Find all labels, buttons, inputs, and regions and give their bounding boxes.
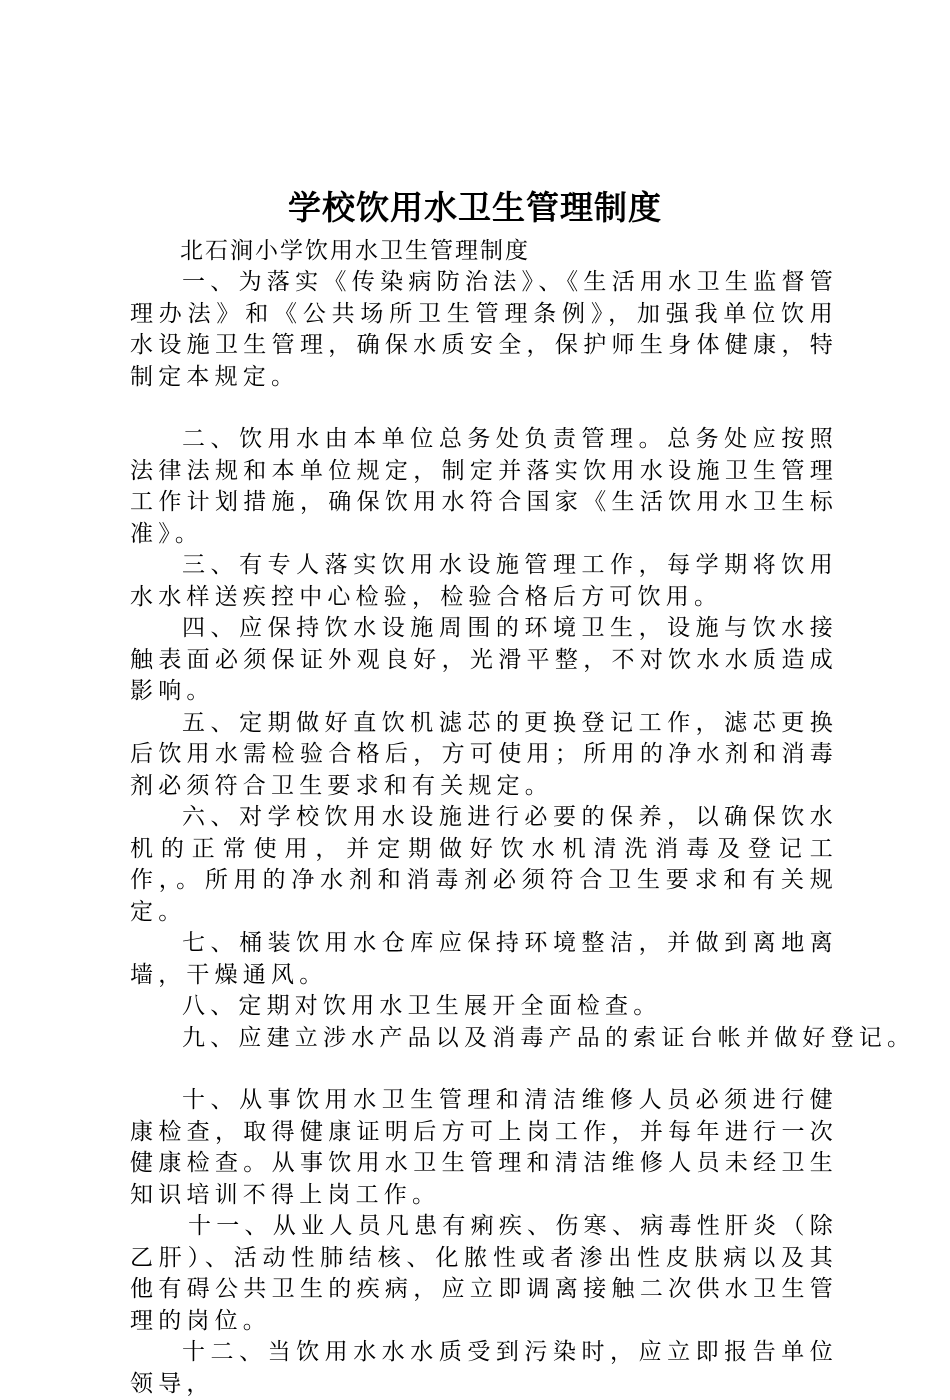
paragraph-3: 三、有专人落实饮用水设施管理工作，每学期将饮用水水样送疾控中心检验，检验合格后方可饮用。 (130, 552, 838, 610)
paragraph-5: 五、定期做好直饮机滤芯的更换登记工作，滤芯更换后饮用水需检验合格后，方可使用；所用的净水剂和消毒剂必须符合卫生要求和有关规定。 (130, 709, 838, 799)
paragraph-6: 六、对学校饮用水设施进行必要的保养，以确保饮水机的正常使用，并定期做好饮水机清洗消毒及登记工作，。所用的净水剂和消毒剂必须符合卫生要求和有关规定。 (130, 804, 838, 925)
paragraph-10: 十、从事饮用水卫生管理和清洁维修人员必须进行健康检查，取得健康证明后方可上岗工作，并每年进行一次健康检查。从事饮用水卫生管理和清洁维修人员未经卫生知识培训不得上岗工作。 (130, 1087, 838, 1208)
paragraph-12: 十二、当饮用水水水质受到污染时，应立即报告单位领导， (130, 1339, 838, 1397)
paragraph-11: 十一、从业人员凡患有痢疾、伤寒、病毒性肝炎（除乙肝）、活动性肺结核、化脓性或者渗出性皮肤病以及其他有碍公共卫生的疾病，应立即调离接触二次供水卫生管理的岗位。 (130, 1213, 838, 1334)
paragraph-4: 四、应保持饮水设施周围的环境卫生，设施与饮水接触表面必须保证外观良好，光滑平整，不对饮水水质造成影响。 (130, 615, 838, 704)
paragraph-1: 一、为落实《传染病防治法》、《生活用水卫生监督管理办法》和《公共场所卫生管理条例》，加强我单位饮用水设施卫生管理，确保水质安全，保护师生身体健康，特制定本规定。 (130, 269, 838, 390)
document-title: 学校饮用水卫生管理制度 (288, 188, 662, 227)
document-body (130, 236, 916, 1400)
document-subtitle: 北石涧小学饮用水卫生管理制度 (180, 238, 530, 264)
paragraph-2: 二、饮用水由本单位总务处负责管理。总务处应按照法律法规和本单位规定，制定并落实饮用水设施卫生管理工作计划措施，确保饮用水符合国家《生活饮用水卫生标准》。 (130, 426, 838, 547)
paragraph-8: 八、定期对饮用水卫生展开全面检查。 (182, 993, 662, 1019)
paragraph-7: 七、桶装饮用水仓库应保持环境整洁，并做到离地离墙，干燥通风。 (130, 930, 838, 988)
paragraph-9: 九、应建立涉水产品以及消毒产品的索证台帐并做好登记。 (182, 1024, 916, 1051)
